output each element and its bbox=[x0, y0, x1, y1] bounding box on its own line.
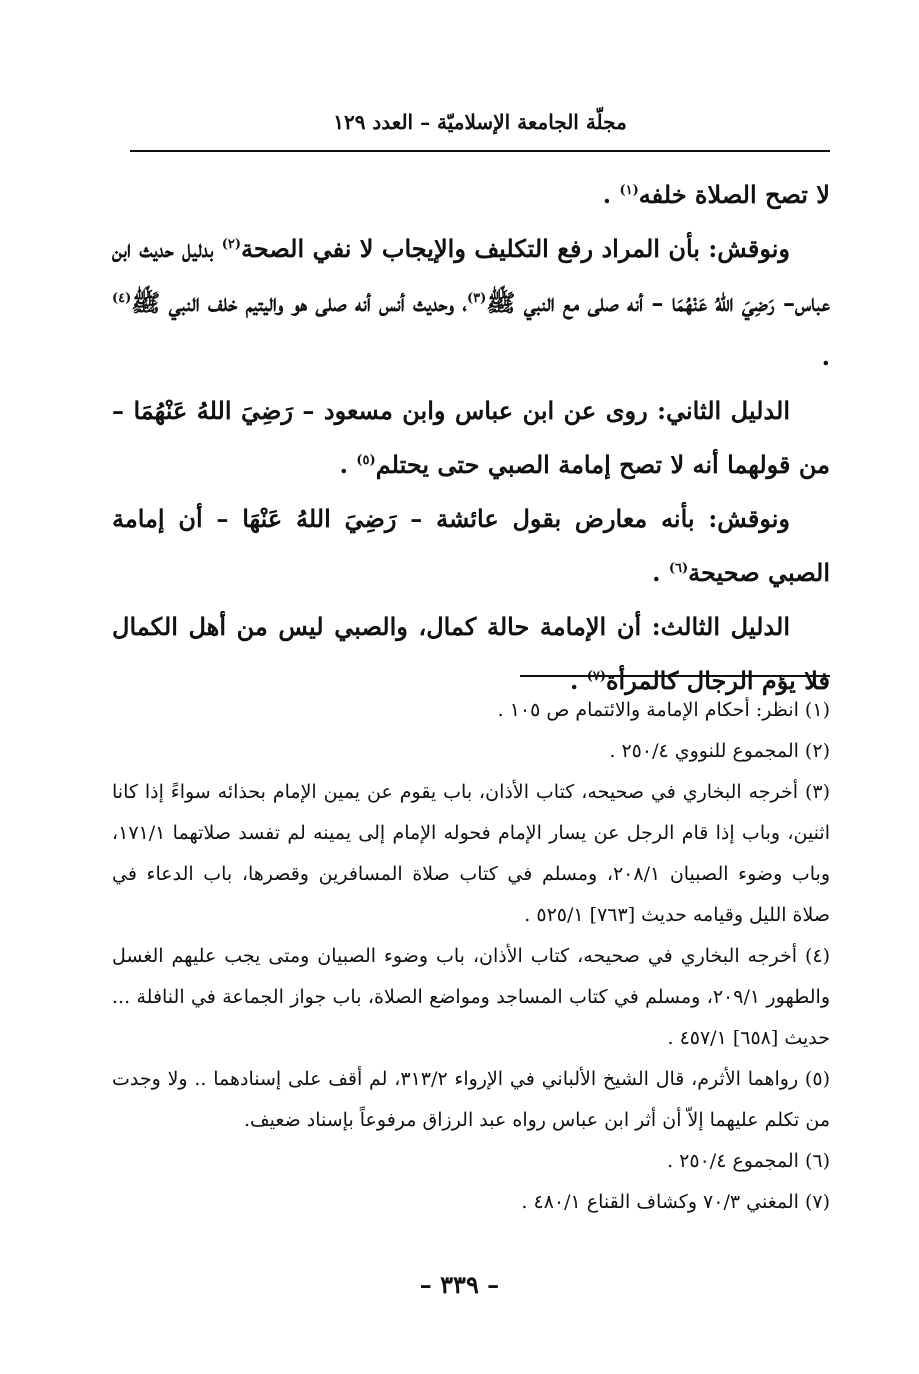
footnote-ref-7: (٧) bbox=[586, 669, 606, 684]
paragraph-3-tail: . bbox=[339, 450, 357, 479]
paragraph-3 bbox=[112, 384, 830, 492]
footnote-ref-2: (٢) bbox=[221, 237, 241, 252]
paragraph-2-text-a: ونوقش: بأن المراد رفع التكليف والإيجاب لا نفي الصحة bbox=[241, 234, 790, 263]
paragraph-5-text: الدليل الثالث: أن الإمامة حالة كمال، والصبي ليس من أهل الكمال فلا يؤم الرجال كالمرأة bbox=[112, 612, 830, 695]
paragraph-1 bbox=[112, 168, 830, 222]
footnote-ref-1: (١) bbox=[619, 183, 639, 198]
paragraph-2-tail: . bbox=[821, 342, 830, 371]
paragraph-2-text-b: بدليل حديث ابن عباس– رَضِيَ اللهُ عَنْهُمَا – أنه صلى مع النبي ﷺ bbox=[112, 234, 831, 317]
paragraph-3-text: الدليل الثاني: روى عن ابن عباس وابن مسعود – رَضِيَ اللهُ عَنْهُمَا – من قولهما أنه لا تصح إمامة الصبي حتى يحتلم bbox=[112, 396, 830, 479]
footnote-separator bbox=[520, 675, 830, 677]
header-rule bbox=[130, 150, 830, 152]
paragraph-4-tail: . bbox=[652, 558, 669, 587]
running-header: مجلّة الجامعة الإسلاميّة – العدد ١٢٩ bbox=[333, 110, 627, 134]
footnote-ref-6: (٦) bbox=[668, 561, 689, 576]
paragraph-1-text: لا تصح الصلاة خلفه bbox=[638, 180, 830, 209]
footnote-7: (٧) المغني ٧٠/٣ وكشاف القناع ٤٨٠/١ . bbox=[521, 1191, 830, 1213]
paragraph-1-tail: . bbox=[602, 180, 620, 209]
footnote-ref-4: (٤) bbox=[112, 291, 132, 306]
footnote-3: (٣) أخرجه البخاري في صحيحه، كتاب الأذان، باب يقوم عن يمين الإمام بحذائه سواءً إذا كانا اثنين، وباب إذا قام الرجل عن يسار الإمام فحوله الإمام إلى يمينه لم تفسد صلاتهما ١٧١/١، وباب وضوء الصبيان ٢٠٨/١، ومسلم في كتاب صلاة المسافرين وقصرها، باب الدعاء في صلاة الليل وقيامه حديث [٧٦٣] ٥٢٥/١ . bbox=[112, 781, 830, 926]
footnote-6: (٦) المجموع ٢٥٠/٤ . bbox=[667, 1150, 830, 1172]
footnote-4: (٤) أخرجه البخاري في صحيحه، كتاب الأذان، باب وضوء الصبيان ومتى يجب عليهم الغسل والطهور ٢٠٩/١، ومسلم في كتاب المساجد ومواضع الصلاة، باب جواز الجماعة في النافلة ... حديث [٦٥٨] ٤٥٧/١ . bbox=[112, 945, 830, 1049]
footnotes bbox=[112, 690, 830, 1223]
page-number: – ٣٣٩ – bbox=[419, 1270, 500, 1299]
paragraph-2 bbox=[112, 222, 830, 384]
footnote-ref-3: (٣) bbox=[467, 291, 487, 306]
paragraph-5-tail: . bbox=[569, 666, 587, 695]
footnote-5: (٥) رواهما الأثرم، قال الشيخ الألباني في الإرواء ٣١٣/٢، لم أقف على إسنادهما .. ولا وجدت من تكلم عليهما إلاّ أن أثر ابن عباس رواه عبد الرزاق مرفوعاً بإسناد ضعيف. bbox=[112, 1068, 830, 1131]
footnote-2: (٢) المجموع للنووي ٢٥٠/٤ . bbox=[609, 740, 830, 762]
footnote-1: (١) انظر: أحكام الإمامة والائتمام ص ١٠٥ . bbox=[497, 699, 830, 721]
main-text bbox=[112, 168, 830, 708]
paragraph-2-text-c: ، وحديث أنس أنه صلى هو واليتيم خلف النبي ﷺ bbox=[131, 288, 468, 317]
paragraph-4-text: ونوقش: بأنه معارض بقول عائشة – رَضِيَ اللهُ عَنْهَا – أن إمامة الصبي صحيحة bbox=[112, 504, 830, 587]
paragraph-4 bbox=[112, 492, 830, 600]
footnote-ref-5: (٥) bbox=[356, 453, 376, 468]
